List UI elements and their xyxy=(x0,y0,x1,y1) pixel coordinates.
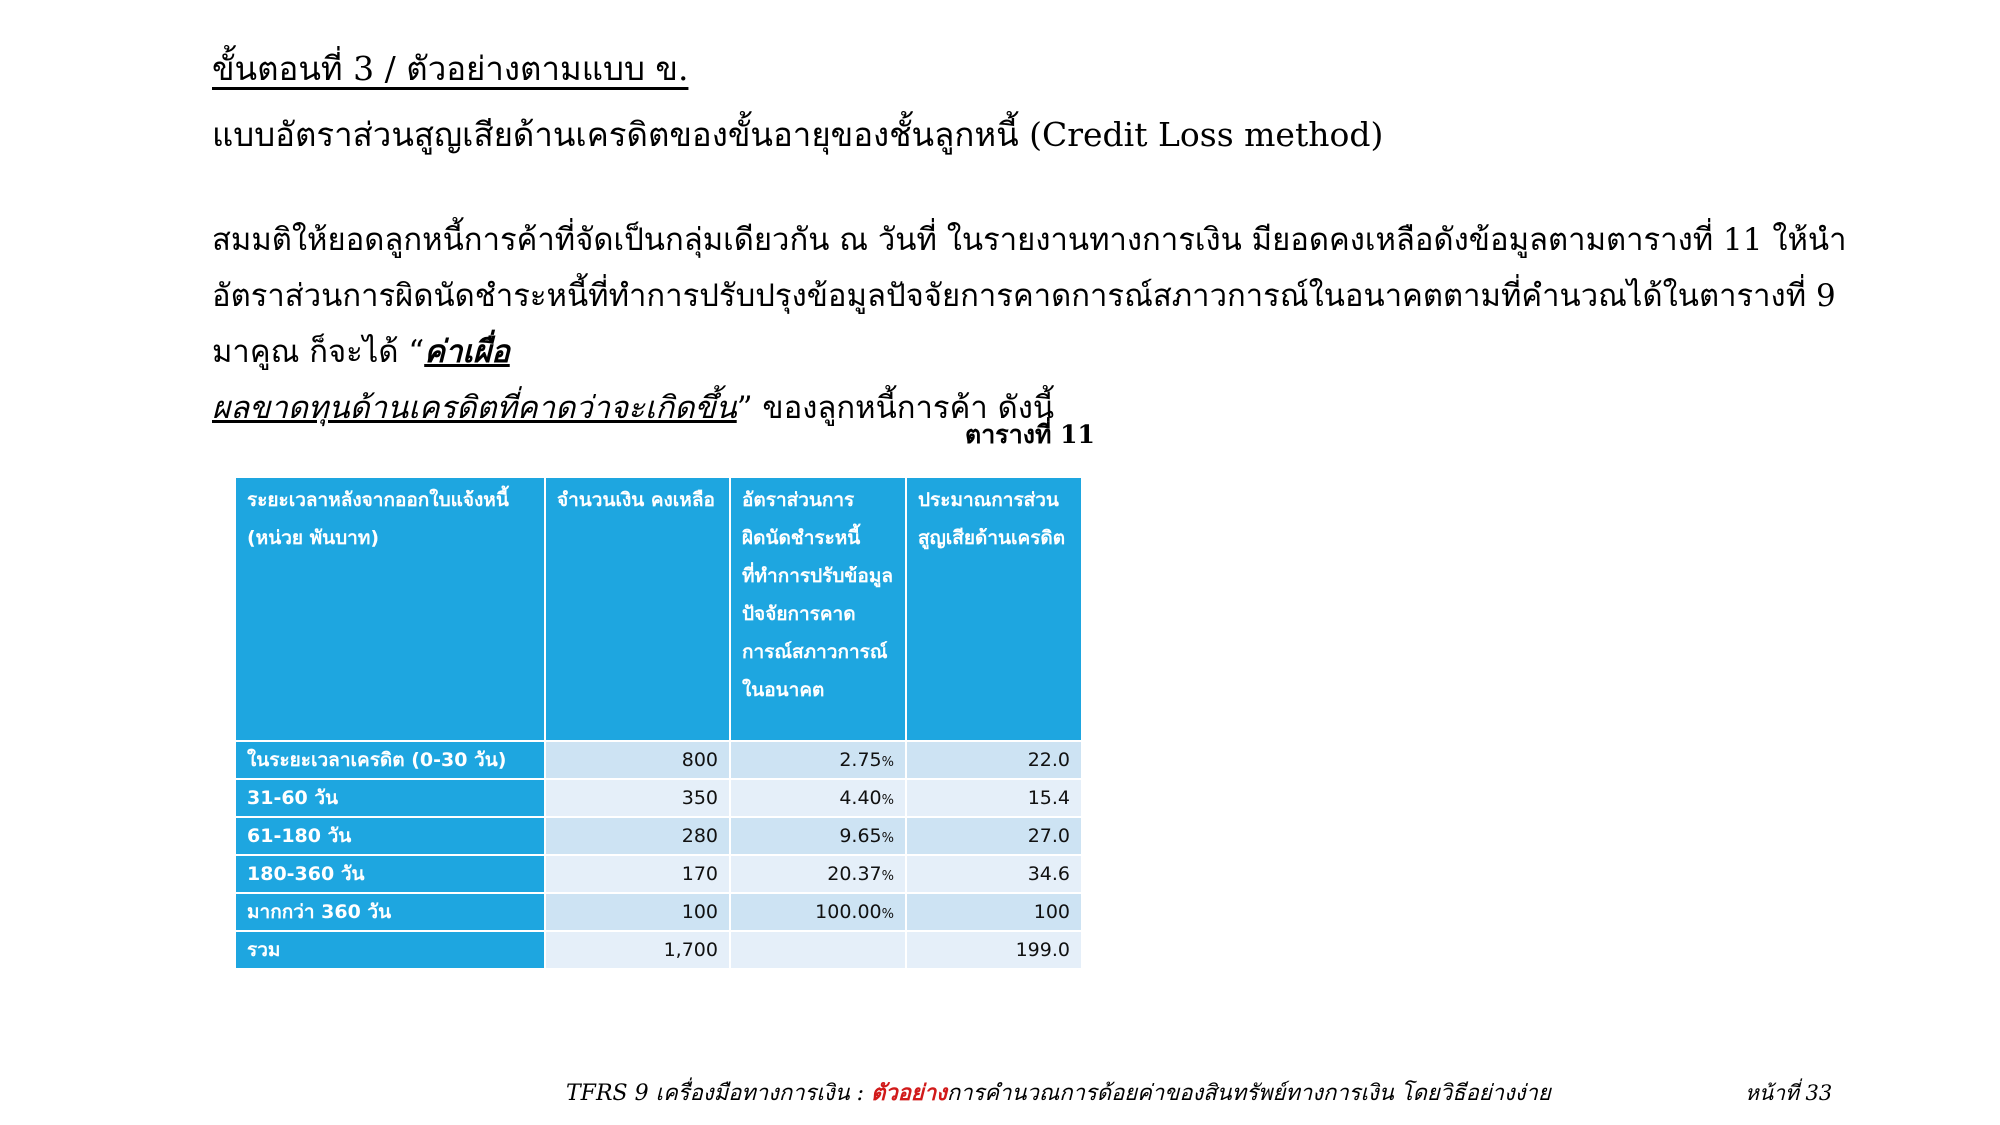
table-header-row xyxy=(235,477,1082,741)
row-amount: 280 xyxy=(545,817,730,855)
row-loss: 34.6 xyxy=(906,855,1082,893)
row-rate: 4.40% xyxy=(730,779,906,817)
table-row xyxy=(235,779,1082,817)
row-rate: 100.00% xyxy=(730,893,906,931)
table-row xyxy=(235,741,1082,779)
row-loss: 27.0 xyxy=(906,817,1082,855)
footer-prefix: TFRS 9 เครื่องมือทางการเงิน : xyxy=(566,1081,872,1106)
header-period: ระยะเวลาหลังจากออกใบแจ้งหนี้ (หน่วย พันบาท) xyxy=(235,477,545,741)
table-row xyxy=(235,893,1082,931)
footer-text xyxy=(566,1075,1551,1110)
paragraph-text: สมมติให้ยอดลูกหนี้การค้าที่จัดเป็นกลุ่มเดียวกัน ณ วันที่ ในรายงานทางการเงิน มียอดคงเหลือดังข้อมูลตามตารางที่ 11 ให้นำอัตราส่วนการผิดนัดชำระหนี้ที่ทำการปรับปรุงข้อมูลปัจจัยการคาดการณ์สภาวการณ์ในอนาคตตามที่คำนวณได้ในตารางที่ 9 มาคูณ ก็จะได้ “ xyxy=(212,222,1847,370)
page-number: หน้าที่ 33 xyxy=(1745,1081,1833,1105)
row-rate: 2.75% xyxy=(730,741,906,779)
paragraph-emphasis: ผลขาดทุนด้านเครดิตที่คาดว่าจะเกิดขึ้น xyxy=(212,390,737,426)
row-label: 61-180 วัน xyxy=(235,817,545,855)
row-loss: 100 xyxy=(906,893,1082,931)
header-credit-loss: ประมาณการส่วนสูญเสียด้านเครดิต xyxy=(906,477,1082,741)
table-row xyxy=(235,855,1082,893)
table-row xyxy=(235,817,1082,855)
row-label: 31-60 วัน xyxy=(235,779,545,817)
paragraph-text-end: ” ของลูกหนี้การค้า ดังนี้ xyxy=(736,390,1055,426)
table-total-row xyxy=(235,931,1082,969)
row-amount: 350 xyxy=(545,779,730,817)
credit-loss-table xyxy=(234,476,1083,970)
page-subtitle: แบบอัตราส่วนสูญเสียด้านเครดิตของขั้นอายุของชั้นลูกหนี้ (Credit Loss method) xyxy=(212,115,1384,154)
body-paragraph xyxy=(212,212,1872,436)
row-rate: 20.37% xyxy=(730,855,906,893)
row-label: ในระยะเวลาเครดิต (0-30 วัน) xyxy=(235,741,545,779)
page-title: ขั้นตอนที่ 3 / ตัวอย่างตามแบบ ข. xyxy=(212,49,689,88)
row-loss: 15.4 xyxy=(906,779,1082,817)
header-amount: จำนวนเงิน คงเหลือ xyxy=(545,477,730,741)
row-rate: 9.65% xyxy=(730,817,906,855)
row-amount: 800 xyxy=(545,741,730,779)
table-caption: ตารางที่ 11 xyxy=(965,420,1095,449)
total-label: รวม xyxy=(235,931,545,969)
paragraph-emphasis-bold: ค่าเผื่อ xyxy=(424,334,510,370)
total-amount: 1,700 xyxy=(545,931,730,969)
row-loss: 22.0 xyxy=(906,741,1082,779)
row-amount: 170 xyxy=(545,855,730,893)
row-label: มากกว่า 360 วัน xyxy=(235,893,545,931)
total-rate xyxy=(730,931,906,969)
header-default-rate: อัตราส่วนการผิดนัดชำระหนี้ที่ทำการปรับข้อมูลปัจจัยการคาดการณ์สภาวการณ์ในอนาคต xyxy=(730,477,906,741)
footer-highlight: ตัวอย่าง xyxy=(871,1080,947,1106)
row-amount: 100 xyxy=(545,893,730,931)
row-label: 180-360 วัน xyxy=(235,855,545,893)
footer-suffix: การคำนวณการด้อยค่าของสินทรัพย์ทางการเงิน โดยวิธีอย่างง่าย xyxy=(946,1081,1551,1106)
total-loss: 199.0 xyxy=(906,931,1082,969)
